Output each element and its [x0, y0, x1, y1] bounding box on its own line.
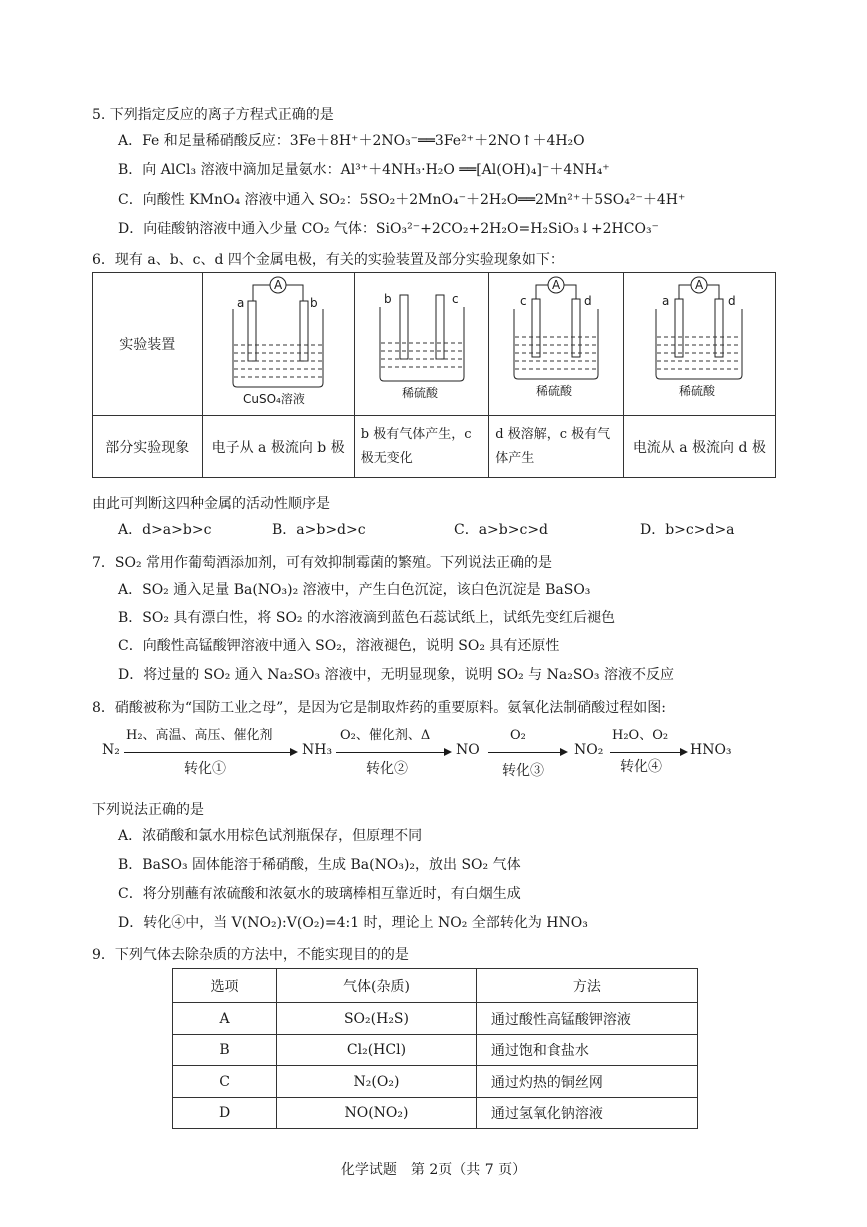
- svg-text:c: c: [520, 294, 527, 308]
- q6-setup-3: [489, 273, 624, 416]
- q6-setup-1: [202, 273, 354, 416]
- q9-cell: N₂(O₂): [277, 1066, 477, 1098]
- svg-text:d: d: [584, 294, 592, 308]
- condition-2: O₂、催化剂、Δ: [340, 728, 431, 743]
- q6-phenomenon-3: d 极溶解，c 极有气体产生: [489, 416, 624, 478]
- q7-stem: 7．SO₂ 常用作葡萄酒添加剂，可有效抑制霉菌的繁殖。下列说法正确的是: [92, 555, 553, 571]
- q9-cell: A: [173, 1003, 277, 1035]
- q6-experiment-table: [92, 272, 776, 478]
- q8-option-b: B．BaSO₃ 固体能溶于稀硝酸，生成 Ba(NO₃)₂，放出 SO₂ 气体: [118, 857, 521, 873]
- q9-cell: B: [173, 1035, 277, 1066]
- galvanic-cell-diagram: [634, 273, 764, 411]
- q6-phenomenon-1: 电子从 a 极流向 b 极: [202, 416, 354, 478]
- q7-option-d: D．将过量的 SO₂ 通入 Na₂SO₃ 溶液中，无明显现象，说明 SO₂ 与 Na₂SO₃ 溶液不反应: [118, 667, 674, 683]
- solution-label: 稀硫酸: [536, 384, 573, 398]
- galvanic-cell-diagram: [213, 273, 343, 411]
- solution-label: 稀硫酸: [679, 384, 716, 398]
- q6-phenomenon-4: 电流从 a 极流向 d 极: [623, 416, 775, 478]
- species-hno3: HNO₃: [690, 742, 732, 758]
- step-2: 转化②: [366, 761, 408, 777]
- q9-header-method: 方法: [476, 969, 697, 1003]
- q9-cell: C: [173, 1066, 277, 1098]
- q5-option-c: C．向酸性 KMnO₄ 溶液中通入 SO₂：5SO₂＋2MnO₄⁻＋2H₂O══2Mn²⁺＋5SO₄²⁻＋4H⁺: [118, 192, 686, 208]
- q6-phenomenon-2: b 极有气体产生，c 极无变化: [354, 416, 489, 478]
- q9-cell: 通过饱和食盐水: [476, 1035, 697, 1066]
- q9-cell: Cl₂(HCl): [277, 1035, 477, 1066]
- q8-option-a: A．浓硝酸和氯水用棕色试剂瓶保存，但原理不同: [118, 828, 423, 844]
- electrode-cell-diagram: [362, 273, 482, 411]
- q9-cell: D: [173, 1098, 277, 1129]
- q5-option-b: B．向 AlCl₃ 溶液中滴加足量氨水：Al³⁺＋4NH₃·H₂O ══[Al(OH)₄]⁻＋4NH₄⁺: [118, 162, 610, 178]
- q6-stem: 6．现有 a、b、c、d 四个金属电极，有关的实验装置及部分实验现象如下：: [92, 252, 564, 268]
- step-1: 转化①: [184, 761, 226, 777]
- condition-4: H₂O、O₂: [612, 728, 669, 743]
- ammeter-label: A: [552, 278, 561, 292]
- svg-text:d: d: [728, 294, 736, 308]
- q5-option-a: A．Fe 和足量稀硝酸反应：3Fe＋8H⁺＋2NO₃⁻══3Fe²⁺＋2NO↑＋4H₂O: [118, 133, 585, 149]
- svg-text:a: a: [237, 296, 245, 310]
- q6-row-header-setup: 实验装置: [93, 273, 203, 416]
- galvanic-cell-diagram: [496, 273, 616, 411]
- step-3: 转化③: [502, 763, 544, 779]
- q7-option-a: A．SO₂ 通入足量 Ba(NO₃)₂ 溶液中，产生白色沉淀，该白色沉淀是 BaSO₃: [118, 582, 591, 598]
- ammeter-label: A: [695, 278, 704, 292]
- svg-text:a: a: [662, 294, 670, 308]
- q5-stem: 5. 下列指定反应的离子方程式正确的是: [92, 107, 334, 123]
- q7-option-c: C．向酸性高锰酸钾溶液中通入 SO₂，溶液褪色，说明 SO₂ 具有还原性: [118, 638, 560, 654]
- page-footer: 化学试题 第 2页（共 7 页）: [340, 1162, 527, 1178]
- q9-cell: SO₂(H₂S): [277, 1003, 477, 1035]
- q9-cell: NO(NO₂): [277, 1098, 477, 1129]
- q6-option-c: C．a>b>c>d: [454, 522, 549, 538]
- condition-3: O₂: [510, 728, 526, 743]
- q6-row-header-phenomena: 部分实验现象: [93, 416, 203, 478]
- q6-option-d: D．b>c>d>a: [640, 522, 735, 538]
- q9-purification-table: [172, 968, 698, 1129]
- q6-conclusion: 由此可判断这四种金属的活动性顺序是: [92, 496, 330, 512]
- q9-cell: 通过酸性高锰酸钾溶液: [476, 1003, 697, 1035]
- species-n2: N₂: [102, 742, 120, 758]
- solution-label: 稀硫酸: [401, 386, 438, 400]
- q9-cell: 通过氢氧化钠溶液: [476, 1098, 697, 1129]
- q9-cell: 通过灼热的铜丝网: [476, 1066, 697, 1098]
- q8-prompt: 下列说法正确的是: [92, 802, 204, 818]
- q8-stem: 8．硝酸被称为“国防工业之母”，是因为它是制取炸药的重要原料。氨氧化法制硝酸过程如图:: [92, 700, 666, 716]
- step-4: 转化④: [620, 759, 662, 775]
- q9-stem: 9．下列气体去除杂质的方法中，不能实现目的的是: [92, 947, 409, 963]
- q8-flow-diagram: [100, 722, 740, 782]
- q9-header-option: 选项: [173, 969, 277, 1003]
- q6-setup-2: [354, 273, 489, 416]
- q6-option-b: B．a>b>d>c: [272, 522, 366, 538]
- species-no2: NO₂: [574, 742, 604, 758]
- svg-text:b: b: [383, 292, 392, 306]
- q9-header-gas: 气体(杂质): [277, 969, 477, 1003]
- species-nh3: NH₃: [302, 742, 333, 758]
- q8-option-d: D．转化④中，当 V(NO₂):V(O₂)=4:1 时，理论上 NO₂ 全部转化为 HNO₃: [118, 915, 588, 931]
- condition-1: H₂、高温、高压、催化剂: [126, 728, 273, 743]
- ammeter-label: A: [274, 278, 283, 292]
- q8-option-c: C．将分别蘸有浓硫酸和浓氨水的玻璃棒相互靠近时，有白烟生成: [118, 886, 521, 902]
- svg-text:c: c: [451, 292, 459, 306]
- q6-option-a: A．d>a>b>c: [118, 522, 212, 538]
- q7-option-b: B．SO₂ 具有漂白性，将 SO₂ 的水溶液滴到蓝色石蕊试纸上，试纸先变红后褪色: [118, 610, 615, 626]
- q5-option-d: D．向硅酸钠溶液中通入少量 CO₂ 气体：SiO₃²⁻+2CO₂+2H₂O=H₂SiO₃↓+2HCO₃⁻: [118, 221, 659, 237]
- q6-setup-4: [623, 273, 775, 416]
- svg-text:b: b: [310, 296, 318, 310]
- solution-label: CuSO₄溶液: [243, 392, 305, 406]
- species-no: NO: [456, 742, 480, 758]
